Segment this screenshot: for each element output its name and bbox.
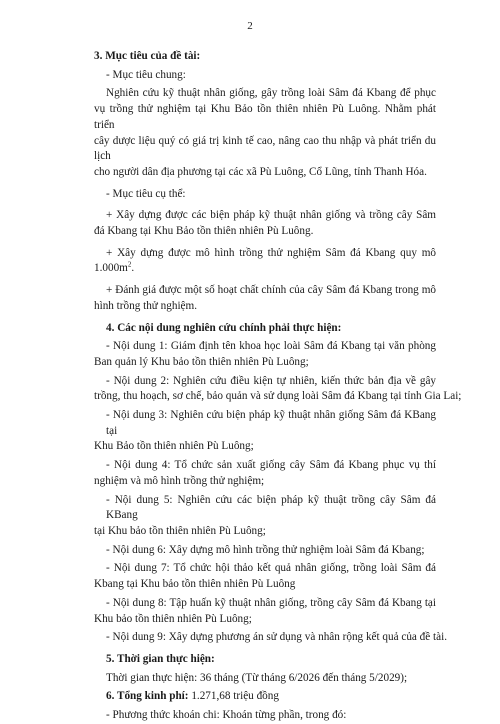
- specific-objective-line: hình trồng thử nghiệm.: [94, 299, 198, 312]
- page-number: 2: [247, 20, 253, 32]
- general-objective-line: Nghiên cứu kỹ thuật nhân giống, gây trồng loài Sâm đá Kbang để phục: [106, 87, 436, 100]
- research-content-line: - Nội dung 1: Giám định tên khoa học loài Sâm đá Kbang tại văn phòng: [106, 340, 436, 353]
- specific-objective-label: - Mục tiêu cụ thể:: [106, 187, 186, 200]
- total-budget-amount: 1.271,68 triệu đồng: [188, 690, 279, 703]
- research-content-item: [94, 458, 436, 489]
- specific-objective-line: + Xây dựng được mô hình trồng thử nghiệm Sâm đá Kbang quy mô: [106, 246, 436, 259]
- general-objective-line: cho người dân địa phương tại các xã Pù Luông, Cổ Lũng, tỉnh Thanh Hóa.: [94, 165, 427, 178]
- research-content-line: - Nội dung 8: Tập huấn kỹ thuật nhân giống, trồng cây Sâm đá Kbang tại: [106, 596, 436, 609]
- research-content-item: [94, 339, 436, 370]
- area-value: 1.000m: [94, 262, 128, 275]
- research-content-line: - Nội dung 6: Xây dựng mô hình trồng thử nghiệm loài Sâm đá Kbang;: [106, 543, 425, 556]
- general-objective-paragraph: [94, 86, 436, 180]
- specific-objective-line: + Xây dựng được các biện pháp kỹ thuật nhân giống và trồng cây Sâm: [106, 209, 436, 222]
- area-period: .: [131, 262, 135, 275]
- research-content-item: [94, 493, 436, 540]
- research-content-line: - Nội dung 4: Tổ chức sản xuất giống cây Sâm đá Kbang phục vụ thí: [106, 459, 436, 472]
- research-content-item: [94, 374, 462, 405]
- research-content-line: nghiệm và mô hình trồng thử nghiệm;: [94, 474, 265, 487]
- research-content-line: Kbang tại Khu bảo tồn thiên nhiên Pù Luông: [94, 578, 296, 591]
- research-content-line: trồng, thu hoạch, sơ chế, bảo quản và sử dụng loài Sâm đá Kbang tại tỉnh Gia Lai;: [94, 390, 462, 403]
- research-content-item: [94, 543, 436, 559]
- specific-objective-line: đá Kbang tại Khu Bảo tồn thiên nhiên Pù Luông.: [94, 225, 314, 238]
- research-content-item: [94, 561, 436, 592]
- general-objective-label: - Mục tiêu chung:: [106, 68, 186, 81]
- research-content-line: - Nội dung 9: Xây dựng phương án sử dụng và nhân rộng kết quả của đề tài.: [106, 631, 448, 644]
- general-objective-line: vụ trồng thử nghiệm tại Khu Bảo tồn thiên nhiên Pù Luông. Nhằm phát triển: [94, 103, 436, 131]
- research-content-item: [94, 630, 448, 646]
- section-3-heading: 3. Mục tiêu của đề tài:: [94, 50, 201, 62]
- research-content-line: - Nội dung 2: Nghiên cứu điều kiện tự nhiên, kiến thức bản địa về gây: [106, 374, 436, 387]
- specific-objective-item: [94, 246, 436, 277]
- general-objective-line: cây dược liệu quý có giá trị kinh tế cao, nâng cao thu nhập và phát triển du lịch: [94, 134, 436, 163]
- section-6-line: [94, 689, 436, 705]
- section-5-heading: 5. Thời gian thực hiện:: [106, 652, 215, 665]
- research-content-line: Khu Bảo tồn thiên nhiên Pù Luông;: [94, 440, 254, 453]
- research-content-line: Ban quản lý Khu bảo tồn thiên nhiên Pù Luông;: [94, 355, 309, 368]
- specific-objective-item: [94, 283, 436, 314]
- research-content-item: [94, 408, 436, 455]
- section-4-heading: 4. Các nội dung nghiên cứu chính phải thực hiện:: [106, 321, 342, 334]
- research-content-line: - Nội dung 5: Nghiên cứu các biện pháp kỹ thuật trồng cây Sâm đá KBang: [106, 493, 436, 522]
- specific-objective-line: + Đánh giá được một số hoạt chất chính của cây Sâm đá Kbang trong mô: [106, 284, 436, 297]
- research-content-line: - Nội dung 7: Tổ chức hội thảo kết quả nhân giống, trồng loài Sâm đá: [106, 562, 436, 575]
- document-body: [94, 49, 462, 724]
- payment-method-text: - Phương thức khoán chi: Khoán từng phần, trong đó:: [106, 709, 347, 722]
- duration-text: Thời gian thực hiện: 36 tháng (Từ tháng 6/2026 đến tháng 5/2029);: [106, 671, 408, 684]
- research-content-item: [94, 596, 436, 627]
- research-content-line: - Nội dung 3: Nghiên cứu biện pháp kỹ thuật nhân giống Sâm đá KBang tại: [106, 409, 436, 437]
- specific-objective-line: [94, 261, 436, 277]
- research-content-line: tại Khu bảo tồn thiên nhiên Pù Luông;: [94, 524, 266, 537]
- section-6-heading: 6. Tổng kinh phí:: [106, 690, 189, 703]
- research-content-line: Khu bảo tồn thiên nhiên Pù Luông;: [94, 612, 252, 625]
- specific-objective-item: [94, 208, 436, 239]
- area-superscript: 2: [127, 260, 132, 269]
